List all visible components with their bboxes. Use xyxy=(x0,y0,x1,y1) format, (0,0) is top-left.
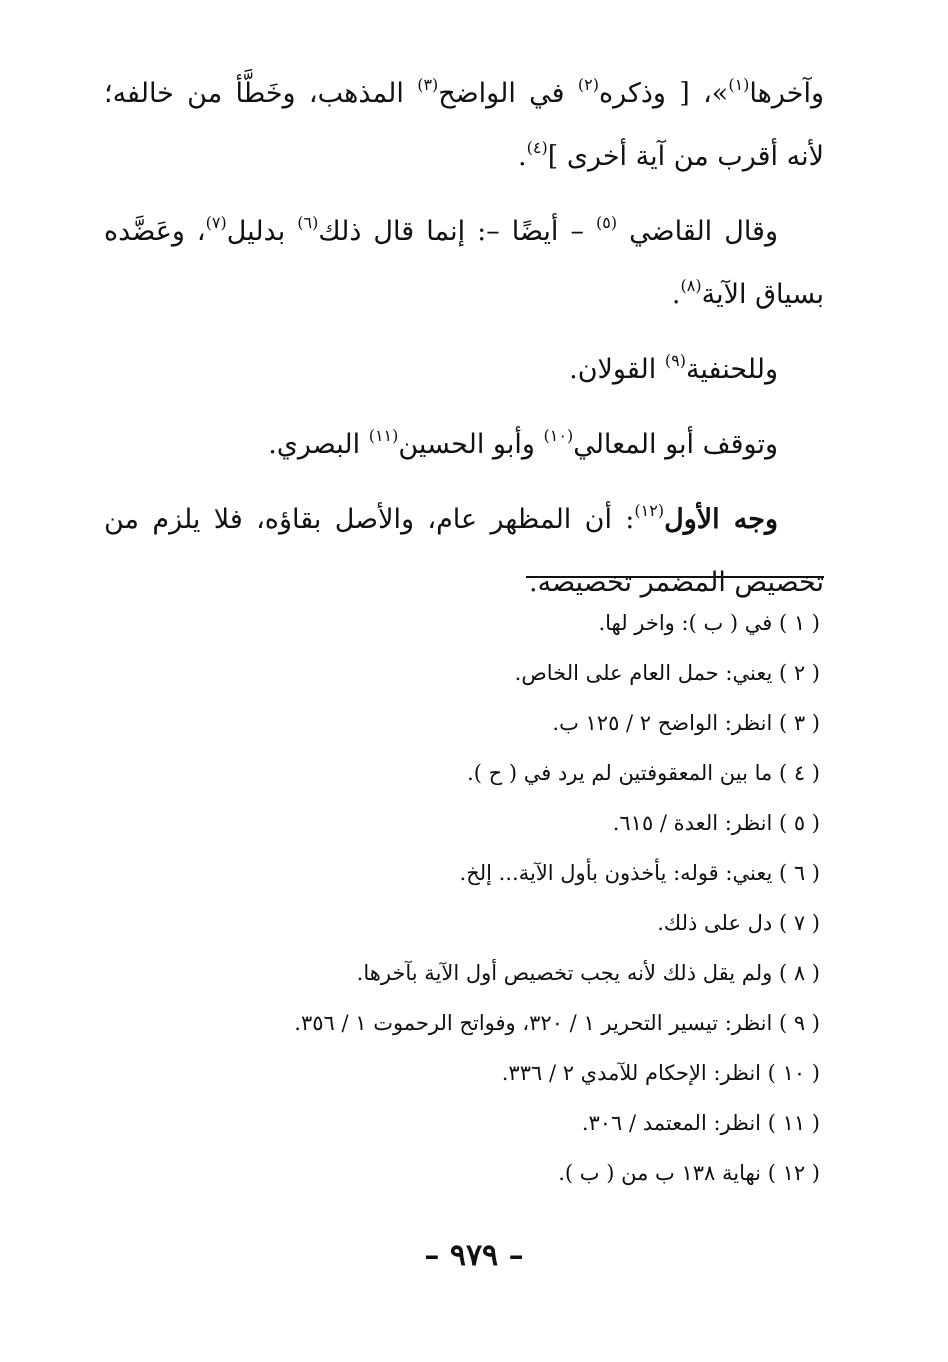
footnote-item: ( ١١ ) انظر: المعتمد / ٣٠٦. xyxy=(581,1111,820,1135)
footnote-item: ( ٨ ) ولم يقل ذلك لأنه يجب تخصيص أول الآية بآخرها. xyxy=(356,961,820,985)
paragraph-3 xyxy=(104,338,824,401)
footnote-ref-3: (٣) xyxy=(417,75,439,94)
paragraph-5 xyxy=(104,488,824,614)
paragraph-text: البصري. xyxy=(268,429,369,460)
paragraph-text: . xyxy=(518,141,527,172)
paragraph-text: »، [ وذكره xyxy=(598,78,729,109)
paragraph-text: المذهب، وخَطَّأ من خالفه؛ لأنه أقرب من آية أخرى ] xyxy=(104,78,824,172)
paragraph-text: وآخرها xyxy=(749,78,824,109)
footnote-divider xyxy=(526,576,824,578)
footnote-item: ( ٥ ) انظر: العدة / ٦١٥. xyxy=(612,811,820,835)
footnote-item: ( ٦ ) يعني: قوله: يأخذون بأول الآية... إلخ. xyxy=(459,861,820,885)
footnote-ref-6: (٦) xyxy=(297,213,319,232)
paragraph-text: . xyxy=(671,279,681,310)
footnote-ref-10: (١٠) xyxy=(543,426,574,445)
paragraph-text: – أيضًا –: إنما قال ذلك xyxy=(318,216,596,247)
footnote-ref-7: (٧) xyxy=(205,213,227,232)
footnote-item: ( ٩ ) انظر: تيسير التحرير ١ / ٣٢٠، وفواتح الرحموت ١ / ٣٥٦. xyxy=(294,1011,820,1035)
footnote-ref-9: (٩) xyxy=(664,351,686,370)
page-number: – ٩٧٩ – xyxy=(424,1238,524,1273)
paragraph-text: ، وعَضَّده بسياق الآية xyxy=(104,216,824,310)
footnote-item: ( ٧ ) دل على ذلك. xyxy=(657,911,820,935)
footnote-ref-4: (٤) xyxy=(526,138,548,157)
paragraph-text: في الواضح xyxy=(438,78,578,109)
footnote-item: ( ١ ) في ( ب ): واخر لها. xyxy=(598,611,820,635)
paragraph-4 xyxy=(104,413,824,476)
footnote-ref-12: (١٢) xyxy=(634,501,665,520)
paragraph-text: بدليل xyxy=(226,216,298,247)
footnote-ref-11: (١١) xyxy=(368,426,399,445)
footnote-ref-5: (٥) xyxy=(596,213,618,232)
footnote-ref-8: (٨) xyxy=(680,276,702,295)
footnote-item: ( ١٠ ) انظر: الإحكام للآمدي ٢ / ٣٣٦. xyxy=(501,1061,820,1085)
footnote-ref-1: (١) xyxy=(728,75,750,94)
footnote-item: ( ٢ ) يعني: حمل العام على الخاص. xyxy=(514,661,820,685)
main-text xyxy=(104,62,824,626)
paragraph-text: وللحنفية xyxy=(685,354,778,385)
footnotes-list xyxy=(104,598,820,1198)
footnote-item: ( ٤ ) ما بين المعقوفتين لم يرد في ( ح ). xyxy=(467,761,820,785)
footnote-item: ( ١٢ ) نهاية ١٣٨ ب من ( ب ). xyxy=(558,1161,820,1185)
bold-lead-text: وجه الأول xyxy=(664,504,778,535)
paragraph-text: : أن المظهر عام، والأصل بقاؤه، فلا يلزم من تخصيص المضمر تخصيصه. xyxy=(104,504,824,598)
paragraph-text: وأبو الحسين xyxy=(398,429,544,460)
paragraph-text: وقال القاضي xyxy=(617,216,779,247)
footnote-ref-2: (٢) xyxy=(577,75,599,94)
footnote-item: ( ٣ ) انظر: الواضح ٢ / ١٢٥ ب. xyxy=(552,711,820,735)
paragraph-1 xyxy=(104,62,824,188)
paragraph-text: القولان. xyxy=(569,354,665,385)
paragraph-text: وتوقف أبو المعالي xyxy=(573,429,778,460)
paragraph-2 xyxy=(104,200,824,326)
